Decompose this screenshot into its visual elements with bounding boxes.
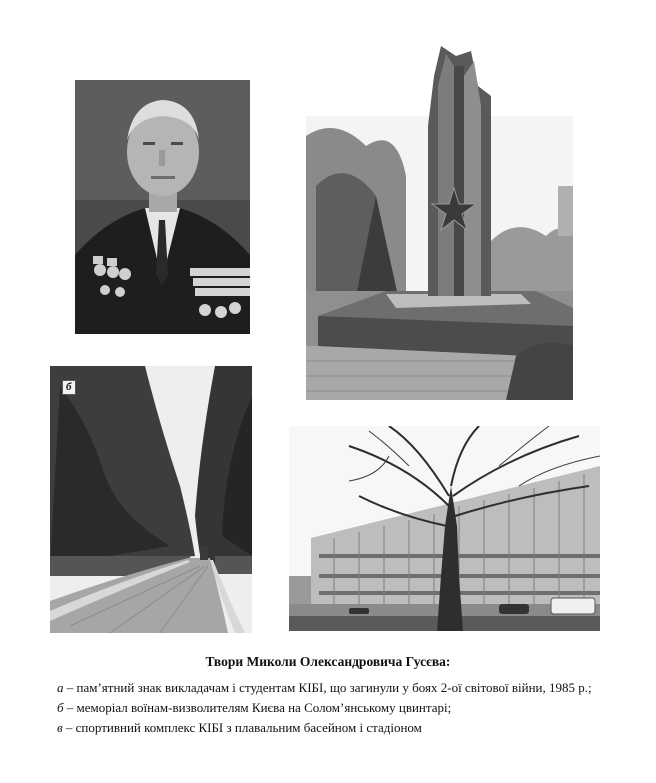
caption-title: Твори Миколи Олександровича Гусєва: bbox=[205, 654, 451, 669]
caption-item-letter: в bbox=[57, 720, 63, 735]
caption-item-letter: б bbox=[57, 700, 64, 715]
caption-item-b bbox=[57, 700, 617, 716]
monument-photo bbox=[306, 46, 573, 400]
panel-b-letter: б bbox=[62, 380, 76, 395]
caption-item-text: – меморіал воїнам-визволителям Києва на Солом’янському цвинтарі; bbox=[63, 700, 452, 715]
caption-item-text: – пам’ятний знак викладачам і студентам КІБІ, що загинули у боях 2-ої світової війни, 1985 р.; bbox=[63, 680, 592, 695]
memorial-alley-photo bbox=[50, 366, 252, 633]
portrait-photo bbox=[75, 80, 250, 334]
caption-list bbox=[57, 680, 617, 740]
caption-item-letter: а bbox=[57, 680, 64, 695]
caption-item-text: – спортивний комплекс КІБІ з плавальним басейном і стадіоном bbox=[62, 720, 422, 735]
sports-complex-photo bbox=[289, 426, 600, 631]
caption-item-v bbox=[57, 720, 617, 736]
caption-item-a bbox=[57, 680, 617, 696]
